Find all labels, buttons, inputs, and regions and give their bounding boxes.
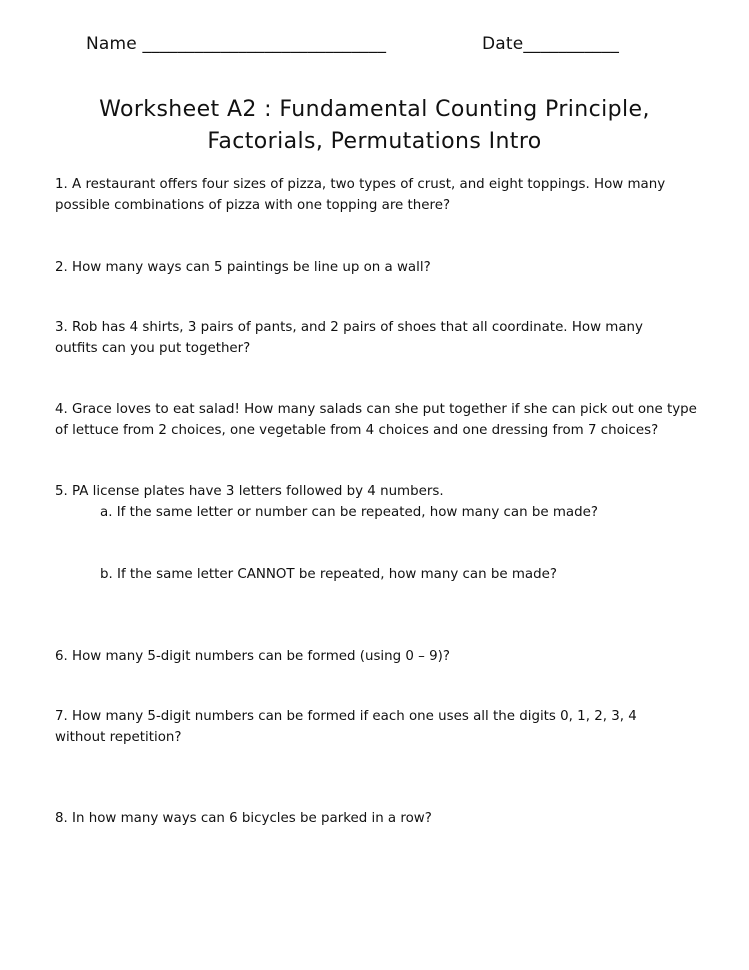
question-7-line-1: 7. How many 5-digit numbers can be formed if each one uses all the digits 0, 1, 2, 3, 4 <box>55 709 637 724</box>
question-3-line-2: outfits can you put together? <box>55 341 251 356</box>
question-1-line-2: possible combinations of pizza with one topping are there? <box>55 198 451 213</box>
worksheet-title-line-1: Worksheet A2 : Fundamental Counting Principle, <box>99 97 650 122</box>
question-3-line-1: 3. Rob has 4 shirts, 3 pairs of pants, and 2 pairs of shoes that all coordinate. How many <box>55 320 643 335</box>
question-4-line-2: of lettuce from 2 choices, one vegetable from 4 choices and one dressing from 7 choices? <box>55 423 659 438</box>
worksheet-title-line-2: Factorials, Permutations Intro <box>207 129 542 154</box>
question-1-line-1: 1. A restaurant offers four sizes of pizza, two types of crust, and eight toppings. How many <box>55 177 666 192</box>
question-4-line-1: 4. Grace loves to eat salad! How many salads can she put together if she can pick out one type <box>55 402 697 417</box>
question-8-line-1: 8. In how many ways can 6 bicycles be parked in a row? <box>55 811 432 826</box>
question-2-line-1: 2. How many ways can 5 paintings be line up on a wall? <box>55 260 431 275</box>
question-6-line-1: 6. How many 5-digit numbers can be formed (using 0 – 9)? <box>55 649 450 664</box>
question-5b: b. If the same letter CANNOT be repeated, how many can be made? <box>100 567 557 582</box>
name-field: Name ____________________________ <box>86 34 387 54</box>
question-5a: a. If the same letter or number can be repeated, how many can be made? <box>100 505 598 520</box>
date-field: Date___________ <box>482 34 620 54</box>
question-5-line-1: 5. PA license plates have 3 letters followed by 4 numbers. <box>55 484 444 499</box>
question-7-line-2: without repetition? <box>55 730 182 745</box>
